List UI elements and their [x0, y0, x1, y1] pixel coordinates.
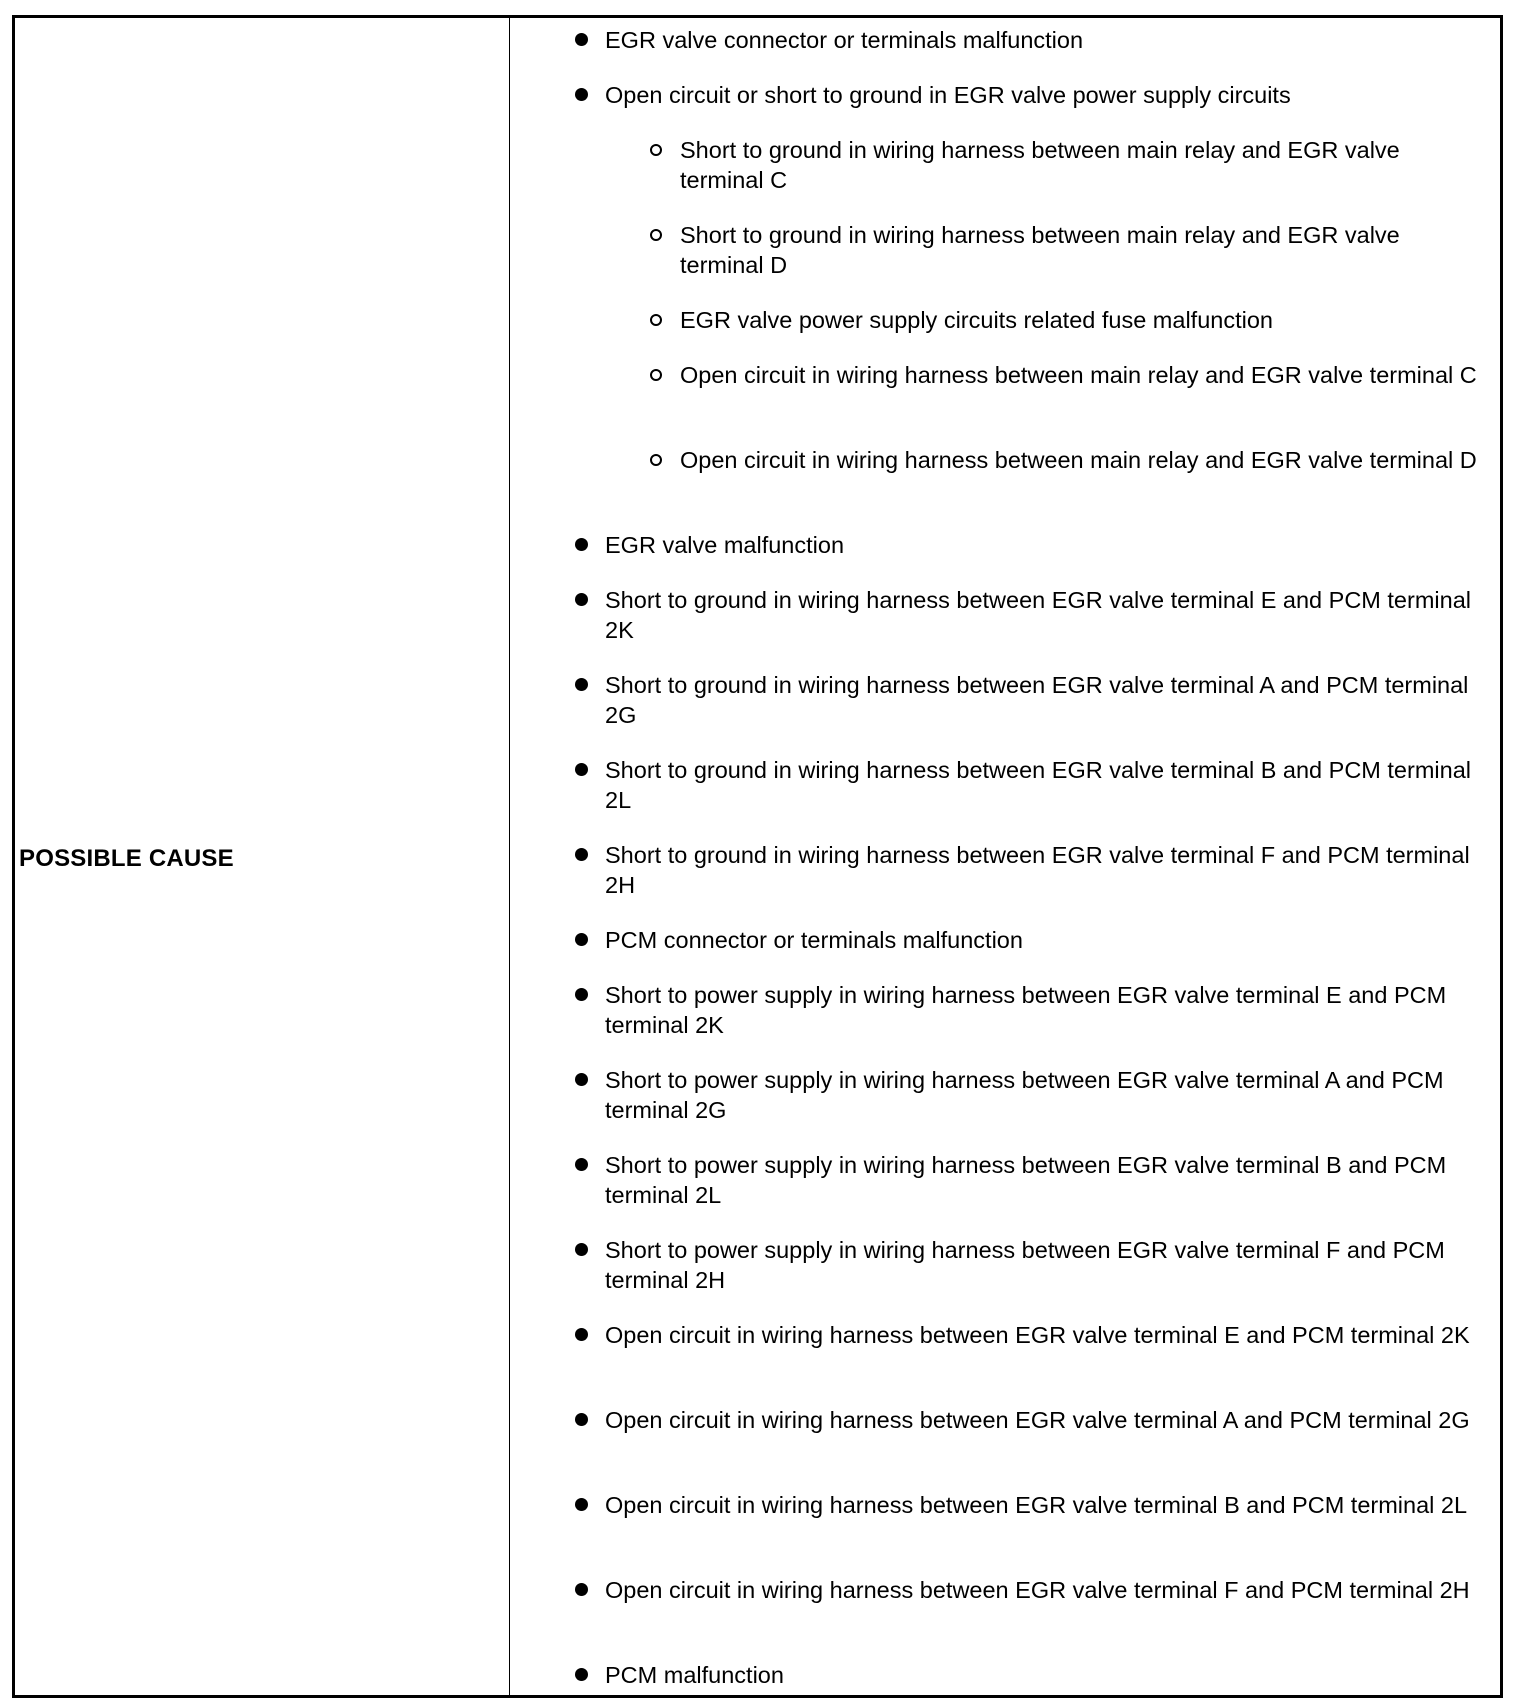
- cause-text: Short to power supply in wiring harness between EGR valve terminal F and PCM terminal 2H: [605, 1237, 1445, 1293]
- cause-item: [605, 80, 1485, 110]
- cause-text: Short to power supply in wiring harness between EGR valve terminal A and PCM terminal 2G: [605, 1067, 1444, 1123]
- bullet-dot-icon: [575, 933, 588, 946]
- cause-item: [605, 755, 1485, 815]
- cause-item: [605, 670, 1485, 730]
- bullet-dot-icon: [575, 1328, 588, 1341]
- cause-item: [605, 1575, 1485, 1605]
- cause-text: EGR valve power supply circuits related fuse malfunction: [680, 307, 1273, 333]
- cause-text: Short to ground in wiring harness between EGR valve terminal B and PCM terminal 2L: [605, 757, 1471, 813]
- cause-item: [605, 1660, 1485, 1690]
- cause-text: Open circuit in wiring harness between main relay and EGR valve terminal D: [680, 447, 1477, 473]
- bullet-dot-icon: [575, 1413, 588, 1426]
- bullet-circle-icon: [650, 229, 662, 241]
- cause-item: [605, 25, 1485, 55]
- bullet-dot-icon: [575, 763, 588, 776]
- cause-text: Short to power supply in wiring harness between EGR valve terminal B and PCM terminal 2L: [605, 1152, 1447, 1208]
- cause-item: [605, 1150, 1485, 1210]
- cause-item: [605, 530, 1485, 560]
- cause-text: Open circuit in wiring harness between EGR valve terminal A and PCM terminal 2G: [605, 1407, 1470, 1433]
- cause-subitem: [680, 305, 1485, 335]
- row-label: POSSIBLE CAUSE: [19, 845, 234, 872]
- bullet-dot-icon: [575, 1668, 588, 1681]
- cause-item: [605, 925, 1485, 955]
- cause-item: [605, 1235, 1485, 1295]
- cause-subitem: [680, 360, 1485, 390]
- cause-text: EGR valve malfunction: [605, 532, 845, 558]
- bullet-circle-icon: [650, 314, 662, 326]
- cause-text: Short to ground in wiring harness between main relay and EGR valve terminal D: [680, 222, 1400, 278]
- cause-text: Open circuit in wiring harness between EGR valve terminal F and PCM terminal 2H: [605, 1577, 1470, 1603]
- cause-subitem: [680, 445, 1485, 475]
- cause-item: [605, 1065, 1485, 1125]
- bullet-dot-icon: [575, 593, 588, 606]
- cause-subitem: [680, 220, 1485, 280]
- row-label-cell: [15, 18, 510, 1695]
- bullet-circle-icon: [650, 144, 662, 156]
- bullet-circle-icon: [650, 369, 662, 381]
- bullet-dot-icon: [575, 1073, 588, 1086]
- cause-list: [511, 18, 1500, 1695]
- cause-item: [605, 1320, 1485, 1350]
- bullet-dot-icon: [575, 848, 588, 861]
- bullet-dot-icon: [575, 88, 588, 101]
- bullet-dot-icon: [575, 33, 588, 46]
- bullet-dot-icon: [575, 1158, 588, 1171]
- cause-text: Open circuit or short to ground in EGR valve power supply circuits: [605, 82, 1291, 108]
- bullet-dot-icon: [575, 678, 588, 691]
- cause-text: PCM connector or terminals malfunction: [605, 927, 1023, 953]
- cause-item: [605, 585, 1485, 645]
- bullet-dot-icon: [575, 1583, 588, 1596]
- cause-text: Open circuit in wiring harness between EGR valve terminal B and PCM terminal 2L: [605, 1492, 1468, 1518]
- cause-text: Open circuit in wiring harness between main relay and EGR valve terminal C: [680, 362, 1477, 388]
- possible-cause-table: [12, 15, 1503, 1698]
- cause-text: Short to ground in wiring harness between EGR valve terminal F and PCM terminal 2H: [605, 842, 1470, 898]
- cause-text: Short to ground in wiring harness between main relay and EGR valve terminal C: [680, 137, 1400, 193]
- bullet-dot-icon: [575, 1498, 588, 1511]
- cause-text: Short to ground in wiring harness between EGR valve terminal A and PCM terminal 2G: [605, 672, 1469, 728]
- cause-text: PCM malfunction: [605, 1662, 784, 1688]
- cause-item: [605, 1405, 1485, 1435]
- bullet-circle-icon: [650, 454, 662, 466]
- bullet-dot-icon: [575, 1243, 588, 1256]
- bullet-dot-icon: [575, 988, 588, 1001]
- cause-subitem: [680, 135, 1485, 195]
- cause-item: [605, 1490, 1485, 1520]
- cause-item: [605, 840, 1485, 900]
- cause-item: [605, 980, 1485, 1040]
- cause-text: Short to ground in wiring harness between EGR valve terminal E and PCM terminal 2K: [605, 587, 1471, 643]
- cause-text: Open circuit in wiring harness between EGR valve terminal E and PCM terminal 2K: [605, 1322, 1470, 1348]
- cause-text: Short to power supply in wiring harness between EGR valve terminal E and PCM terminal 2K: [605, 982, 1447, 1038]
- bullet-dot-icon: [575, 538, 588, 551]
- cause-text: EGR valve connector or terminals malfunction: [605, 27, 1084, 53]
